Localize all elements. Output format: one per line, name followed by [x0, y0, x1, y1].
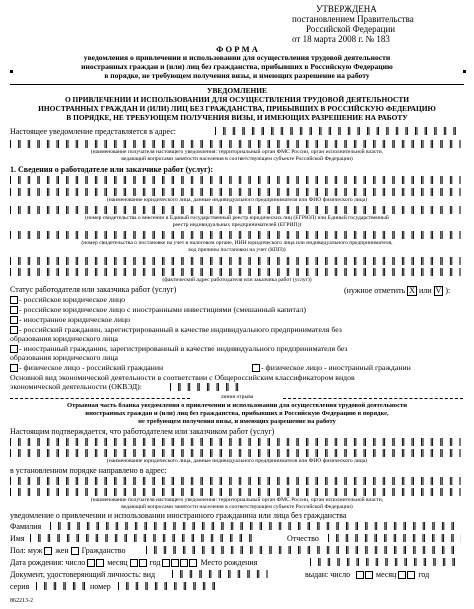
citizenship-boxes[interactable]	[146, 546, 461, 554]
form-desc-2: иностранных граждан и (или) лиц без гражданства, прибывших в Российскую Федерацию	[81, 62, 393, 71]
status-option-4-label: - российский гражданин, зарегистрированный в качестве индивидуального предпринимателя без	[19, 325, 342, 334]
status-option-2-label: - российское юридическое лицо с иностранными инвестициями (смешанный капитал)	[19, 305, 306, 314]
approval-l3: Российской Федерации	[306, 24, 396, 34]
status-option-4b: образования юридического лица	[10, 334, 118, 343]
caption-egrul-2: реестр индивидуальных предпринимателей (ЕГРИП))	[172, 222, 302, 228]
status-option-1-label: - российское юридическое лицо	[19, 295, 126, 304]
birthplace-boxes[interactable]	[310, 558, 461, 566]
presented-to-label: Настоящее уведомление представляется в адрес:	[10, 127, 177, 136]
dob-day-2[interactable]	[96, 559, 104, 567]
doc-type-boxes[interactable]	[172, 570, 268, 578]
inn-boxes[interactable]	[10, 231, 461, 239]
sent-to-label: в установленном порядке направлено в адрес:	[10, 466, 167, 475]
section1-title: 1. Сведения о работодателе или заказчике работ (услуг):	[10, 165, 214, 174]
status-mark-x: X	[409, 286, 416, 295]
checkbox-5[interactable]	[10, 345, 18, 353]
sex-row	[10, 547, 126, 555]
sex-male-label: Пол: муж	[10, 546, 43, 555]
form-desc-3: в порядке, не требующем получения визы, и имеющих разрешение на работу	[104, 71, 370, 80]
tear-title-2: иностранных граждан и (или) лиц без гражданства, прибывших в Российскую Федерацию в порядке,	[85, 410, 389, 417]
patronymic-label: Отчество	[287, 534, 319, 543]
dob-month-1[interactable]	[130, 559, 138, 567]
number-label: номер	[90, 582, 111, 591]
caption-name: (наименование юридического лица, данные индивидуального предпринимателя или ФИО физического лица)	[106, 197, 368, 203]
tear-recipient-caption-1: (наименование получателя настоящего уведомления: территориальный орган ФМС России, орган исполнительной власти,	[90, 497, 384, 503]
tear-title-1: Отрывная часть бланка уведомления о привлечении и использовании для осуществления трудовой деятельности	[66, 402, 408, 409]
issued-month-label: месяц	[376, 570, 397, 579]
form-code: 862213-2	[10, 598, 33, 604]
address-boxes-2[interactable]	[10, 268, 461, 276]
surname-label: Фамилия	[10, 522, 42, 531]
issued-month-2[interactable]	[407, 571, 415, 579]
dob-year-2[interactable]	[171, 559, 179, 567]
number-boxes[interactable]	[118, 582, 218, 590]
caption-inn-2: код причины постановки на учет (КПП))	[188, 247, 286, 253]
cut-line-right	[283, 398, 463, 399]
tear-recipient-boxes-2[interactable]	[10, 488, 461, 496]
tear-recipient-caption-2: ведающий вопросами занятости населения в соответствующем субъекте Российской Федерации)	[121, 504, 353, 510]
birthplace-label: Место рождения	[200, 558, 258, 567]
status-option-5-label: - иностранный гражданин, зарегистрированный в качестве индивидуального предпринимателя без	[19, 344, 348, 353]
document-label: Документ, удостоверяющий личность:	[10, 570, 141, 579]
notice-title-2: О ПРИВЛЕЧЕНИИ И ИСПОЛЬЗОВАНИИ ДЛЯ ОСУЩЕСТВЛЕНИЯ ТРУДОВОЙ ДЕЯТЕЛЬНОСТИ	[64, 95, 410, 104]
checkbox-4[interactable]	[10, 326, 18, 334]
dob-year-4[interactable]	[189, 559, 197, 567]
recipient-boxes[interactable]	[215, 127, 460, 135]
checkbox-1[interactable]	[10, 296, 18, 304]
status-option-2[interactable]	[10, 306, 306, 314]
notice-title-4: В ПОРЯДКЕ, НЕ ТРЕБУЮЩЕМ ПОЛУЧЕНИЯ ВИЗЫ, И ИМЕЮЩИХ РАЗРЕШЕНИЕ НА РАБОТУ	[66, 113, 408, 122]
approval-l4: от 18 марта 2008 г. № 183	[292, 34, 390, 44]
patronymic-boxes[interactable]	[328, 534, 461, 542]
status-option-3[interactable]	[10, 316, 130, 324]
issued-label: выдан: число	[305, 570, 351, 579]
tear-title-3: не требующем получения визы, и имеющих разрешение на работу	[138, 418, 336, 425]
egrul-boxes[interactable]	[10, 206, 461, 214]
checkbox-2[interactable]	[10, 306, 18, 314]
name-boxes[interactable]	[30, 534, 255, 542]
status-or: или	[419, 286, 432, 295]
notice-about: уведомление о привлечении и использовании иностранного гражданина или лица без гражданства	[10, 511, 347, 520]
tear-employer-boxes-1[interactable]	[10, 438, 461, 446]
checkbox-6[interactable]	[10, 364, 18, 372]
issued-month-1[interactable]	[398, 571, 406, 579]
approval-l2: постановлением Правительства	[292, 14, 414, 24]
tear-caption-name: (наименование юридического лица, данные индивидуального предпринимателя или ФИО физического лица)	[106, 458, 368, 464]
surname-boxes[interactable]	[50, 522, 461, 530]
recipient-caption-1: (наименование получателя настоящего уведомления: территориальный орган ФМС России, орган исполнительной власти,	[90, 149, 384, 155]
doc-type-label: вид	[142, 570, 156, 579]
issued-rest	[356, 571, 429, 579]
okved-1: Основной вид экономической деятельности в соответствии с Общероссийским классификатором видов	[10, 373, 355, 382]
series-label: серия	[10, 582, 30, 591]
caption-address: (фактический адрес работодателя или заказчика работ (услуг))	[162, 277, 312, 283]
dob-year-3[interactable]	[180, 559, 188, 567]
status-label: Статус работодателя или заказчика работ (услуг)	[10, 285, 177, 294]
status-phys-ru[interactable]	[10, 364, 163, 372]
tear-employer-boxes-2[interactable]	[10, 449, 461, 457]
okved-boxes[interactable]	[170, 383, 240, 391]
okved-2: экономической деятельности (ОКВЭД):	[10, 382, 142, 391]
status-mark-v: V	[435, 286, 442, 295]
confirm-label: Настоящим подтверждается, что работодателем или заказчиком работ (услуг)	[10, 427, 275, 436]
checkbox-7[interactable]	[252, 364, 260, 372]
status-phys-foreign-label: - физическое лицо - иностранный гражданин	[261, 363, 411, 372]
caption-egrul-1: (номер свидетельства о внесении в Единый государственный реестр юридических лиц (ЕГРЮЛ) или Единый государственный	[85, 215, 389, 221]
citizenship-label: Гражданство	[81, 546, 126, 555]
caption-inn-1: (номер свидетельства о постановке на учет в налоговом органе, ИНН юридического лица или индивидуального предпринимателя,	[81, 240, 393, 246]
employer-name-boxes-1[interactable]	[10, 176, 461, 184]
status-phys-foreign[interactable]	[252, 364, 411, 372]
status-hint	[344, 286, 450, 296]
dob-year-label: год	[149, 558, 161, 567]
notice-title-1: УВЕДОМЛЕНИЕ	[207, 86, 267, 95]
status-option-5b: образования юридического лица	[10, 353, 118, 362]
form-desc-1: уведомления о привлечении и использовании для осуществления трудовой деятельности	[83, 53, 391, 62]
series-row	[10, 583, 29, 591]
dob-label: Дата рождения: число	[10, 558, 86, 567]
name-label: Имя	[10, 534, 25, 543]
notice-title-3: ИНОСТРАННЫХ ГРАЖДАН И (ИЛИ) ЛИЦ БЕЗ ГРАЖДАНСТВА, ПРИБЫВШИХ В РОССИЙСКУЮ ФЕДЕРАЦИЮ	[38, 104, 436, 113]
recipient-boxes-2[interactable]	[10, 140, 461, 148]
status-hint-text: (нужное отметить	[344, 286, 406, 295]
series-boxes[interactable]	[36, 582, 86, 590]
dob-month-label: месяц	[107, 558, 128, 567]
header-rule	[10, 84, 464, 85]
status-option-4[interactable]	[10, 326, 342, 334]
dob-month-2[interactable]	[139, 559, 147, 567]
form-title: Ф О Р М А	[216, 44, 258, 54]
issued-year-label: год	[418, 570, 430, 579]
status-option-3-label: - иностранное юридическое лицо	[19, 315, 131, 324]
status-phys-ru-label: - физическое лицо - российский гражданин	[19, 363, 164, 372]
sex-female-checkbox[interactable]	[71, 547, 79, 555]
status-close: ):	[445, 286, 451, 295]
sex-male-checkbox[interactable]	[44, 547, 52, 555]
sex-female-label: жен	[55, 546, 69, 555]
document-row	[10, 571, 155, 579]
checkbox-3[interactable]	[10, 316, 18, 324]
status-option-5[interactable]	[10, 345, 348, 353]
issued-day-2[interactable]	[365, 571, 373, 579]
dob-row	[10, 559, 257, 567]
cut-line-label: линия отрыва	[220, 394, 254, 400]
employer-name-boxes-2[interactable]	[10, 188, 461, 196]
status-option-1[interactable]	[10, 296, 125, 304]
approval-l1: УТВЕРЖДЕНА	[316, 4, 377, 14]
recipient-caption-2: ведающий вопросами занятости населения в соответствующем субъекте Российской Федерации)	[121, 156, 353, 162]
dob-year-1[interactable]	[162, 559, 170, 567]
issued-day-1[interactable]	[356, 571, 364, 579]
dob-day-1[interactable]	[87, 559, 95, 567]
tear-recipient-boxes-1[interactable]	[10, 477, 461, 485]
address-boxes-1[interactable]	[10, 257, 461, 265]
